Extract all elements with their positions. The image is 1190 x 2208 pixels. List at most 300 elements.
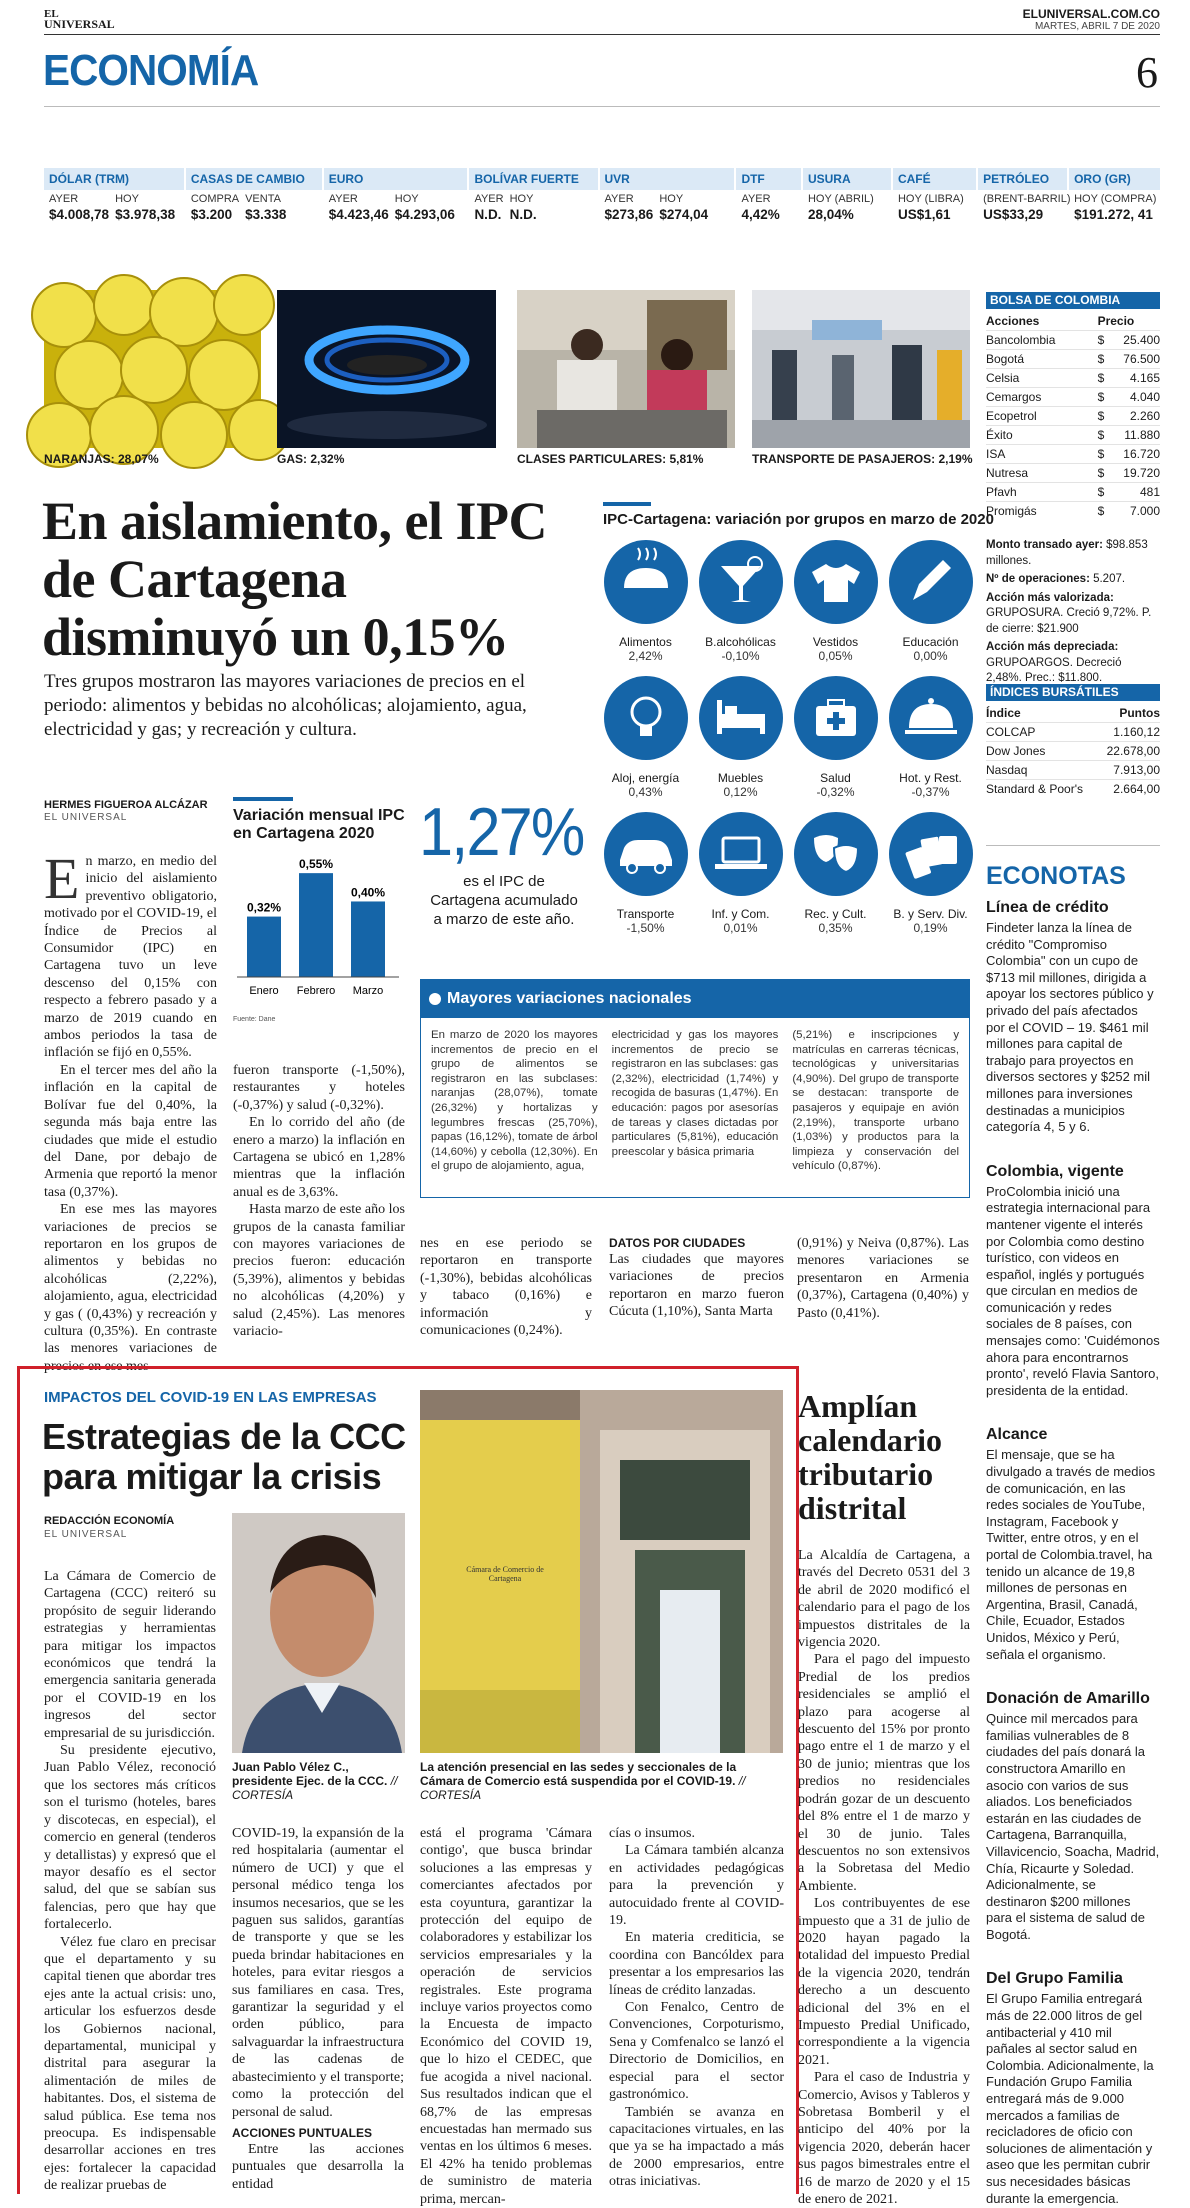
main-col1-p2: En el tercer mes del año la inflación en la capital de Bolívar fue del 0,40%, la segunda más baja entre las ciudades que mide el estudio del Dane, por debajo de Armenia que reportó la menor tasa (0,37%). [44,1062,217,1200]
ipc-item-name: Vestidos [812,635,859,649]
ipc-item-name: Hot. y Rest. [899,771,962,785]
main-col1 [44,846,217,1375]
indices-rule [986,845,1160,846]
indices-head-row [986,704,1160,723]
chart-value-label: 0,32% [246,900,282,915]
market-label: AYER [474,193,504,205]
bolsa-stock: Nutresa [986,465,1029,480]
ipc-item-0 [598,540,693,663]
market-values [803,190,891,222]
gas-flame-image [277,290,496,448]
ipc-item-value: 0,43% [628,785,663,799]
ccc-col1 [44,1568,216,2195]
bolsa-note-text: GRUPOSURA. Creció 9,72%. P. de cierre: $21.900 [986,607,1152,635]
econota-head: Donación de Amarillo [986,1690,1150,1708]
econota-text: El Grupo Familia entregará más de 22.000 litros de gel antibacterial y 410 mil pañales al sector salud en Colombia. Adicionalmente, la Fundación Grupo Familia entregará más de 9.000 mercados a familias de recicladores de oficio con soluciones de alimentación y aseo que les permitan cubrir sus necesidades básicas durante la emergencia. [986,1991,1154,2206]
caption-gas: GAS: 2,32% [277,452,345,466]
market-value: US$33,29 [983,207,1044,222]
main-col2-p2: En lo corrido del año (de enero a marzo) la inflación en Cartagena se ubicó en 1,28% mientras que la inflación anual es de 3,63%. [233,1115,405,1200]
market-label: HOY (COMPRA) [1074,193,1157,205]
dropcap: E [44,846,80,911]
ipc-item-value: -0,32% [816,785,855,799]
ipc-groups-title: IPC-Cartagena: variación por grupos en marzo de 2020 [603,511,994,528]
ipc-item-value: 0,35% [818,921,853,935]
ccc-col2 [232,1825,404,2193]
bolsa-price: 4.040 [1129,390,1160,404]
market-title: CAFÉ [893,168,976,190]
ipc-item-6 [788,676,883,799]
bolsa-price: 25.400 [1123,333,1160,347]
indices-row [986,761,1160,780]
ipc-item-5 [693,676,788,799]
market-value: $4.008,78 [49,207,110,222]
ccc-col3-p1: está el programa 'Cámara contigo', que busca brindar soluciones a las empresas y comerciantes afectados por esta coyuntura, garantizar la protección del equipo de colaboradores y estabilizar los servicios empresariales y la operación de servicios registrales. Este programa incluye varios proyectos como la Encuesta de impacto Económico del COVID 19, que lo hizo el CEDEC, que fue acogida a nivel nacional. Sus resultados indican que el 68,7% de las empresas encuestadas han mermado sus ventas en los últimos 6 meses. El 42% ha tenido problemas de suministro de materia prima, mercan- [420,1826,592,2207]
chart-category-label: Marzo [352,985,384,997]
main-col4 [609,1235,784,1321]
ipc-item-value: 0,12% [723,785,758,799]
market-title: UVR [600,168,735,190]
bolsa-note [986,538,1160,569]
main-col3-p1: nes en ese periodo se reportaron en transporte (-1,30%), bebidas alcohólicas y tabaco (0,16%) e información y comunicaciones (0,24%). [420,1236,592,1339]
ccc-col4-p5: También se avanza en capacitaciones virtuales, en las que ya se ha impactado a más de 2000 empresarios, entre otras iniciativas. [609,2104,784,2190]
market-value: $274,04 [659,207,709,222]
bolsa-currency: $ [1097,390,1105,404]
national-col1: En marzo de 2020 los mayores incrementos de precio en el grupo de alimentos se registraron en las subclases: naranjas (28,07%), tomate (26,32%) y hortalizas y legumbres frescas (25,70%), papas (16,12%), tomate de árbol (14,60%) y cebolla (12,30%). En el grupo de alojamiento, agua, [431,1029,598,1173]
bolsa-note-label: Acción más depreciada: [986,641,1119,653]
ipc-item-name: Rec. y Cult. [804,907,867,921]
photo-clases [517,290,735,448]
caption-transporte: TRANSPORTE DE PASAJEROS: 2,19% [752,452,973,466]
chart-source: Fuente: Dane [233,1016,276,1023]
market-6 [803,168,891,233]
ccc-col1-p2: Su presidente ejecutivo, Juan Pablo Vélez, reconoció que los sectores más críticos son el turismo (hoteles, bares y discotecas, en especial), el comercio en general (tenderos y detallistas) y expresó que el mayor desafío es el sector salud, del que se sabían sus falencias, pero que hay que fortalecerlo. [44,1743,216,1933]
econota-item [986,898,1160,1136]
bolsa-stock: Cemargos [986,389,1042,404]
photo-transporte [752,290,970,448]
ipc-item-7 [883,676,978,799]
market-0 [44,168,184,233]
bolsa-currency: $ [1097,447,1105,461]
ipc-item-value: 0,01% [723,921,758,935]
ipc-item-10 [788,812,883,935]
bolsa-table [986,312,1160,520]
market-5 [736,168,801,233]
market-col [395,193,455,222]
market-value: $191.272, 41 [1074,207,1153,222]
pencil-icon [883,540,978,629]
main-col4-p1: Las ciudades que mayores variaciones de precios reportaron en marzo fueron Cúcuta (1,10%), Santa Marta [609,1252,784,1320]
bolsa-note-label: Acción más valorizada: [986,591,1114,604]
econotas-list [986,898,1160,2207]
market-col [741,193,779,222]
bolsa-row [986,407,1160,426]
cocktail-icon [693,540,788,629]
market-label: VENTA [245,193,281,205]
bolsa-stock: Celsia [986,370,1020,385]
ipc-item-9 [693,812,788,935]
econota-head: Del Grupo Familia [986,1970,1123,1988]
market-col [983,193,1070,222]
market-label: AYER [328,193,358,205]
market-label: (BRENT-BARRIL) [983,193,1071,205]
chart-value-label: 0,40% [350,885,386,900]
bolsa-price: 2.260 [1129,409,1160,423]
national-header [421,980,969,1018]
bolsa-price: 4.165 [1129,371,1160,385]
bolsa-price: 19.720 [1123,466,1160,480]
econota-item [986,1969,1160,2207]
market-col [245,193,286,222]
market-values [600,190,735,222]
ipc-item-11 [883,812,978,935]
ccc-byline: REDACCIÓN ECONOMÍA [44,1515,175,1527]
market-col [329,193,389,222]
market-col [510,193,537,222]
market-title: EURO [324,168,468,190]
ipc-item-name: Salud [820,771,851,785]
indices-row [986,742,1160,761]
market-value: $273,86 [604,207,654,222]
econota-item [986,1689,1160,1943]
indices-title: ÍNDICES BURSÁTILES [986,684,1160,701]
big-stat-text: es el IPC de Cartagena acumulado a marzo de este año. [430,873,578,928]
ipc-item-name: B.alcohólicas [705,635,776,649]
ccc-kicker: IMPACTOS DEL COVID-19 EN LAS EMPRESAS [44,1389,377,1406]
market-title: BOLÍVAR FUERTE [469,168,597,190]
photo-naranjas [44,290,261,448]
index-name: Nasdaq [986,762,1028,777]
bolsa-note-text: GRUPOARGOS. Decreció 2,48%. Prec.: $11.800. [986,656,1122,684]
market-values [469,190,597,222]
index-points: 22.678,00 [1106,744,1160,758]
main-col2 [233,1062,405,1341]
ccc-col1-p3: Vélez fue claro en precisar que el departamento y su capital tienen que abordar tres ejes ante la actual crisis: uno, articular los esfuerzos desde los Gobiernos nacional, departamental, municipal y distrital para asegurar la alimentación de miles de habitantes. Dos, el sistema de salud pública. Ese tema nos preocupa. Es indispensable desarrollar acciones en tres ejes: fortalecer la capacidad de realizar pruebas de [44,1934,216,2194]
ccc-col2-head: ACCIONES PUNTUALES [232,2125,373,2140]
market-value: $3.338 [245,207,287,222]
market-value: 28,04% [807,207,854,222]
ipc-item-value: 0,00% [913,649,948,663]
national-box [420,979,970,1198]
bolsa-note-label: Monto transado ayer: [986,539,1107,551]
main-headline: En aislamiento, el IPC de Cartagena disminuyó un 0,15% [42,491,548,667]
market-title: CASAS DE CAMBIO [186,168,322,190]
big-stat-value: 1,27% [419,794,584,870]
bolsa-price: 7.000 [1129,504,1160,518]
bolsa-row [986,464,1160,483]
ipc-item-name: Alimentos [619,635,672,649]
bolsa-price: 76.500 [1123,352,1160,366]
bolsa-row [986,388,1160,407]
tributario-p3: Los contribuyentes de ese impuesto que a 31 de julio de 2020 hayan pagado la totalidad del impuesto Predial de la vigencia 2020, tendrán derecho a un descuento adicional del 3% en el Impuesto Predial Unificado, correspondiente a la vigencia 2021. [798,1896,970,2068]
building-credit: // CORTESÍA [420,1774,746,1802]
market-values [44,190,184,222]
ipc-item-value: -0,10% [721,649,760,663]
main-col2-p3: Hasta marzo de este año los grupos de la canasta familiar con mayores variaciones de precios fueron: educación (5,39%), alimentos y bebidas no alcohólicas (4,20%) y salud (2,45%). Las menores variacio- [233,1202,405,1340]
main-col4-head: DATOS POR CIUDADES [609,1236,746,1250]
market-col [191,193,239,222]
market-title: DÓLAR (TRM) [44,168,184,190]
market-title: USURA [803,168,891,190]
market-label: HOY (LIBRA) [897,193,964,205]
ipc-item-name: Educación [902,635,959,649]
market-value: N.D. [474,207,502,222]
bolsa-note [986,591,1160,638]
national-cols [421,1018,969,1174]
portrait-photo [232,1513,405,1753]
bolsa-price: 16.720 [1123,447,1160,461]
indices-row [986,723,1160,742]
chart-title: Variación mensual IPC en Cartagena 2020 [233,807,405,842]
ccc-col1-p1: La Cámara de Comercio de Cartagena (CCC) reiteró su propósito de seguir liderando estrategias y herramientas para mitigar los impactos económicos que tendrá la emergencia sanitaria generada por el COVID-19 en los ingresos del sector empresarial de su jurisdicción. [44,1569,216,1741]
ipc-item-8 [598,812,693,935]
market-label: AYER [49,193,79,205]
chart-bar-enero [247,917,281,977]
ccc-col3 [420,1825,592,2208]
market-9 [1069,168,1160,233]
car-icon [598,812,693,901]
bolsa-price: 11.880 [1124,428,1160,442]
market-2 [324,168,468,233]
ipc-item-2 [788,540,883,663]
econota-item [986,1425,1160,1663]
market-col [605,193,654,222]
market-values [186,190,322,222]
building-photo [420,1390,783,1753]
section-title: ECONOMÍA [43,46,259,95]
ccc-byline-outlet: EL UNIVERSAL [44,1529,128,1540]
market-label: HOY [659,193,684,205]
econota-head: Línea de crédito [986,899,1109,916]
market-4 [600,168,735,233]
cloche-icon [883,676,978,765]
portrait-caption-text: Juan Pablo Vélez C., presidente Ejec. de la CCC. [232,1760,388,1788]
bolsa-currency: $ [1097,409,1105,423]
market-title: ORO (GR) [1069,168,1160,190]
main-deck: Tres grupos mostraron las mayores variaciones de precios en el periodo: alimentos y bebidas no alcohólicas; alojamiento, agua, electricidad y gas; y recreación y cultura. [44,671,527,740]
market-3 [469,168,597,233]
ipc-groups-grid [598,540,978,960]
bolsa-row [986,483,1160,502]
chart-svg [233,847,403,1017]
laptop-icon [693,812,788,901]
market-value: N.D. [509,207,537,222]
market-col [474,193,503,222]
market-1 [186,168,322,233]
bolsa-note [986,572,1160,588]
market-label: HOY [509,193,534,205]
ipc-item-name: Muebles [717,771,764,785]
market-col [49,193,109,222]
ccc-col4-p2: La Cámara también alcanza en actividades pedagógicas para la prevención y autocuidado frente al COVID-19. [609,1843,784,1929]
ccc-col2b-p1: Entre las acciones puntuales que desarrolla la entidad [232,2141,404,2192]
indices-head-indice: Índice [986,706,1021,720]
tributario-headline: Amplían calendario tributario distrital [798,1388,942,1526]
portrait-caption [232,1760,412,1802]
photo-gas [277,290,496,448]
index-points: 7.913,00 [1113,763,1160,777]
bolsa-currency: $ [1097,466,1105,480]
ipc-item-name: B. y Serv. Div. [893,907,968,921]
ccc-col4-p3: En materia crediticia, se coordina con Bancóldex para presentar a los empresarios las líneas de crédito lanzadas. [609,1930,784,1998]
bolsa-note-label: Nº de operaciones: [986,573,1094,585]
market-values [893,190,976,222]
index-points: 2.664,00 [1113,782,1160,796]
market-value: US$1,61 [897,207,951,222]
bolsa-row [986,426,1160,445]
main-col1-p3: En ese mes las mayores variaciones de precios se reportaron en los grupos de alimentos y bebidas no alcohólicas (2,22%), alojamiento, agua, electricidad y gas ( (0,43%) y recreación y cultura (0,35%). En contraste las menores variaciones de precios en ese mes [44,1202,217,1374]
market-value: $4.423,46 [328,207,389,222]
bolsa-currency: $ [1097,333,1105,347]
bolsa-head-acciones: Acciones [986,314,1040,328]
market-8 [978,168,1071,233]
chart-value-label: 0,55% [298,857,334,872]
market-label: HOY [394,193,419,205]
index-points: 1.160,12 [1113,725,1160,739]
econota-head: Colombia, vigente [986,1162,1124,1180]
ccc-col2-p1: COVID-19, la expansión de la red hospitalaria (aumentar el número de UCI) y que el personal médico tenga los insumos necesarios, que se les paguen sus salidos, garantías de transporte y que se les pueda brindar habitaciones en hoteles, para evitar riesgos a sus familiares en casa. Tres, garantizar la seguridad y el orden público, para salvaguardar la infraestructura de las cadenas de abastecimiento y el transporte; como la protección del personal de salud. [232,1826,404,2120]
tributario-p4: Para el caso de Industria y Comercio, Avisos y Tableros y Sobretasa Bomberil y el anticipo del 40% por la vigencia 2020, deberán hacer sus pagos bimestrales entre el 16 de marzo de 2020 y el 15 de enero de 2021. [798,2070,970,2208]
market-value: $3.978,38 [115,207,176,222]
market-value: 4,42% [741,207,780,222]
building-sign: Cámara de Comercio de Cartagena [466,1565,544,1583]
ccc-headline: Estrategias de la CCC para mitigar la crisis [42,1416,406,1497]
ipc-item-value: 0,05% [818,649,853,663]
ipc-item-name: Inf. y Com. [711,907,770,921]
bolsa-price: 481 [1139,485,1160,499]
chart-accent [233,797,293,801]
bolsa-currency: $ [1097,485,1105,499]
cards-icon [883,812,978,901]
site-url: ELUNIVERSAL.COM.CO [1022,7,1160,21]
market-label: COMPRA [190,193,240,205]
index-name: Standard & Poor's [986,781,1084,796]
indices-head-puntos: Puntos [1119,706,1160,720]
market-7 [893,168,976,233]
market-title: DTF [736,168,801,190]
bolsa-currency: $ [1097,352,1105,366]
market-col [659,193,708,222]
ccc-col4-p4: Con Fenalco, Centro de Convenciones, Corpoturismo, Sena y Comfenalco se lanzó el Directorio de Domicilios, en especial para el sector gastronómico. [609,2000,784,2103]
national-col3: (5,21%) e inscripciones y matrículas en carreras técnicas, tecnológicas y universitarias (4,90%). Del grupo de transporte se destacan: transporte de pasajeros y equipaje en avión (2,19%), transporte urbano (1,03%) y productos para la limpieza y conservación del vehículo (0,87%). [792,1029,960,1173]
market-col [115,193,175,222]
bolsa-stock: ISA [986,446,1006,461]
ipc-item-name: Transporte [616,907,675,921]
bolsa-note [986,640,1160,687]
bolsa-row [986,502,1160,521]
econota-item [986,1162,1160,1400]
oranges-image [44,290,261,448]
caption-clases: CLASES PARTICULARES: 5,81% [517,452,704,466]
shirt-icon [788,540,883,629]
econota-text: El mensaje, que se ha divulgado a través de medios de comunicación, en las redes sociales de YouTube, Instagram, Facebook y Twitter, entre otros, y en el portal de Colombia.travel, ha tenido un alcance de 19,8 millones de personas en Argentina, Brasil, Canadá, Chile, Ecuador, Estados Unidos, México y Perú, señala el organismo. [986,1447,1156,1662]
ccc-col4-p1: cías o insumos. [609,1826,695,1841]
market-value: $4.293,06 [394,207,455,222]
market-label: HOY [115,193,139,205]
airport-image [752,290,970,448]
market-label: AYER [604,193,634,205]
market-values [1069,190,1160,222]
indices-row [986,780,1160,799]
caption-naranjas: NARANJAS: 28,07% [44,452,159,466]
bolsa-currency: $ [1097,504,1105,518]
bolsa-row [986,350,1160,369]
portrait-image [232,1513,405,1753]
chart-bar-febrero [299,873,333,977]
bolsa-note-text: $98.853 millones. [986,539,1148,567]
national-col2: electricidad y gas los mayores incrementos de precio se registraron en las subclases: gas (2,32%), electricidad (1,74%) y recogida de basuras (1,47%). En educación: pagos por asesorías de tareas y clases dictadas por particulares (5,81%), educación preescolar y básica primaria [611,1029,779,1158]
bolsa-stock: Éxito [986,427,1013,442]
bed-icon [693,676,788,765]
bolsa-stock: Bancolombia [986,332,1056,347]
main-byline: HERMES FIGUEROA ALCÁZAR [44,799,208,811]
page-number: 6 [1136,48,1158,97]
chart-category-label: Enero [249,985,279,997]
market-label: AYER [741,193,771,205]
bolsa-head-row [986,312,1160,331]
econota-text: Findeter lanza la línea de crédito "Compromiso Colombia" con un cupo de $713 mil millones, dirigida a apoyar los sectores público y privado del país afectados por el COVID – 19. $461 mil millones para capital de trabajo para proyectos en diversos sectores y $252 mil millones para inversiones destinadas a municipios categoría 4, 5 y 6. [986,920,1154,1135]
market-values [978,190,1071,222]
index-name: COLCAP [986,724,1036,739]
ipc-item-1 [693,540,788,663]
dot-icon [429,993,441,1005]
ipc-item-3 [883,540,978,663]
issue-date: MARTES, ABRIL 7 DE 2020 [1034,21,1160,32]
bolsa-stock: Bogotá [986,351,1025,366]
main-col1-p1: n marzo, en medio del inicio del aislamiento preventivo obligatorio, motivado por el COVID-19, el Índice de Precios al Consumidor (IPC) en Cartagena tuvo un leve descenso del 0,15% con respecto a febrero pasado y a marzo de 2019 cuando en ambos periodos la tasa de inflación se fijó en 0,55%. [44,854,217,1061]
tributario-p1: La Alcaldía de Cartagena, a través del Decreto 0531 del 3 de abril de 2020 modificó el calendario para el pago de los impuestos distritales de la vigencia 2020. [798,1548,970,1651]
bolsa-row [986,445,1160,464]
bolsa-stock: Pfavh [986,484,1017,499]
market-values [324,190,468,222]
market-col [808,193,874,222]
market-values [736,190,801,222]
bolsa-note-text: 5.207. [1093,573,1126,585]
masthead-rule [44,34,1160,35]
main-col5-p1: (0,91%) y Neiva (0,87%). Las menores variaciones se presentaron en Armenia (0,37%), Cartagena (0,40%) y Pasto (0,41%). [797,1236,969,1321]
market-value: $3.200 [190,207,233,222]
bolsa-stock: Promigás [986,503,1037,518]
main-col5 [797,1235,969,1322]
ipc-accent [603,502,651,506]
logo [44,9,115,29]
chart-box [233,797,403,1037]
building-caption [420,1760,783,1802]
market-col [1074,193,1156,222]
section-rule [44,106,1160,107]
main-col3 [420,1235,592,1339]
markets-strip [44,168,1160,233]
econota-text: Quince mil mercados para familias vulnerables de 8 ciudades del país donará la constructora Amarillo en asocio con varios de sus aliados. Los beneficiados estarán en las ciudades de Cartagena, Barranquilla, Villavicencio, Soacha, Madrid, Chía, Ricaurte y Soledad. Adicionalmente, se destinaron $200 millones para el sistema de salud de Bogotá. [986,1711,1160,1942]
medkit-icon [788,676,883,765]
main-col2-p1: fueron transporte (-1,50%), restaurantes y hoteles (-0,37%) y salud (-0,32%). [233,1063,405,1113]
main-byline-outlet: EL UNIVERSAL [44,812,128,823]
bolsa-row [986,331,1160,350]
ipc-item-value: 2,42% [628,649,663,663]
ipc-item-name: Aloj, energía [611,771,680,785]
index-name: Dow Jones [986,743,1046,758]
chart-bar-marzo [351,901,385,977]
logo-bottom: UNIVERSAL [44,17,115,31]
national-title: Mayores variaciones nacionales [447,990,692,1007]
bolsa-head-precio: Precio [1097,314,1135,328]
bolsa-currency: $ [1097,371,1105,385]
bolsa-notes [986,538,1160,690]
portrait-credit: // CORTESÍA [232,1774,398,1802]
bolsa-row [986,369,1160,388]
building-caption-text: La atención presencial en las sedes y seccionales de la Cámara de Comercio está suspendida por el COVID-19. [420,1760,737,1788]
indices-table [986,704,1160,798]
tributario-body [798,1547,970,2208]
